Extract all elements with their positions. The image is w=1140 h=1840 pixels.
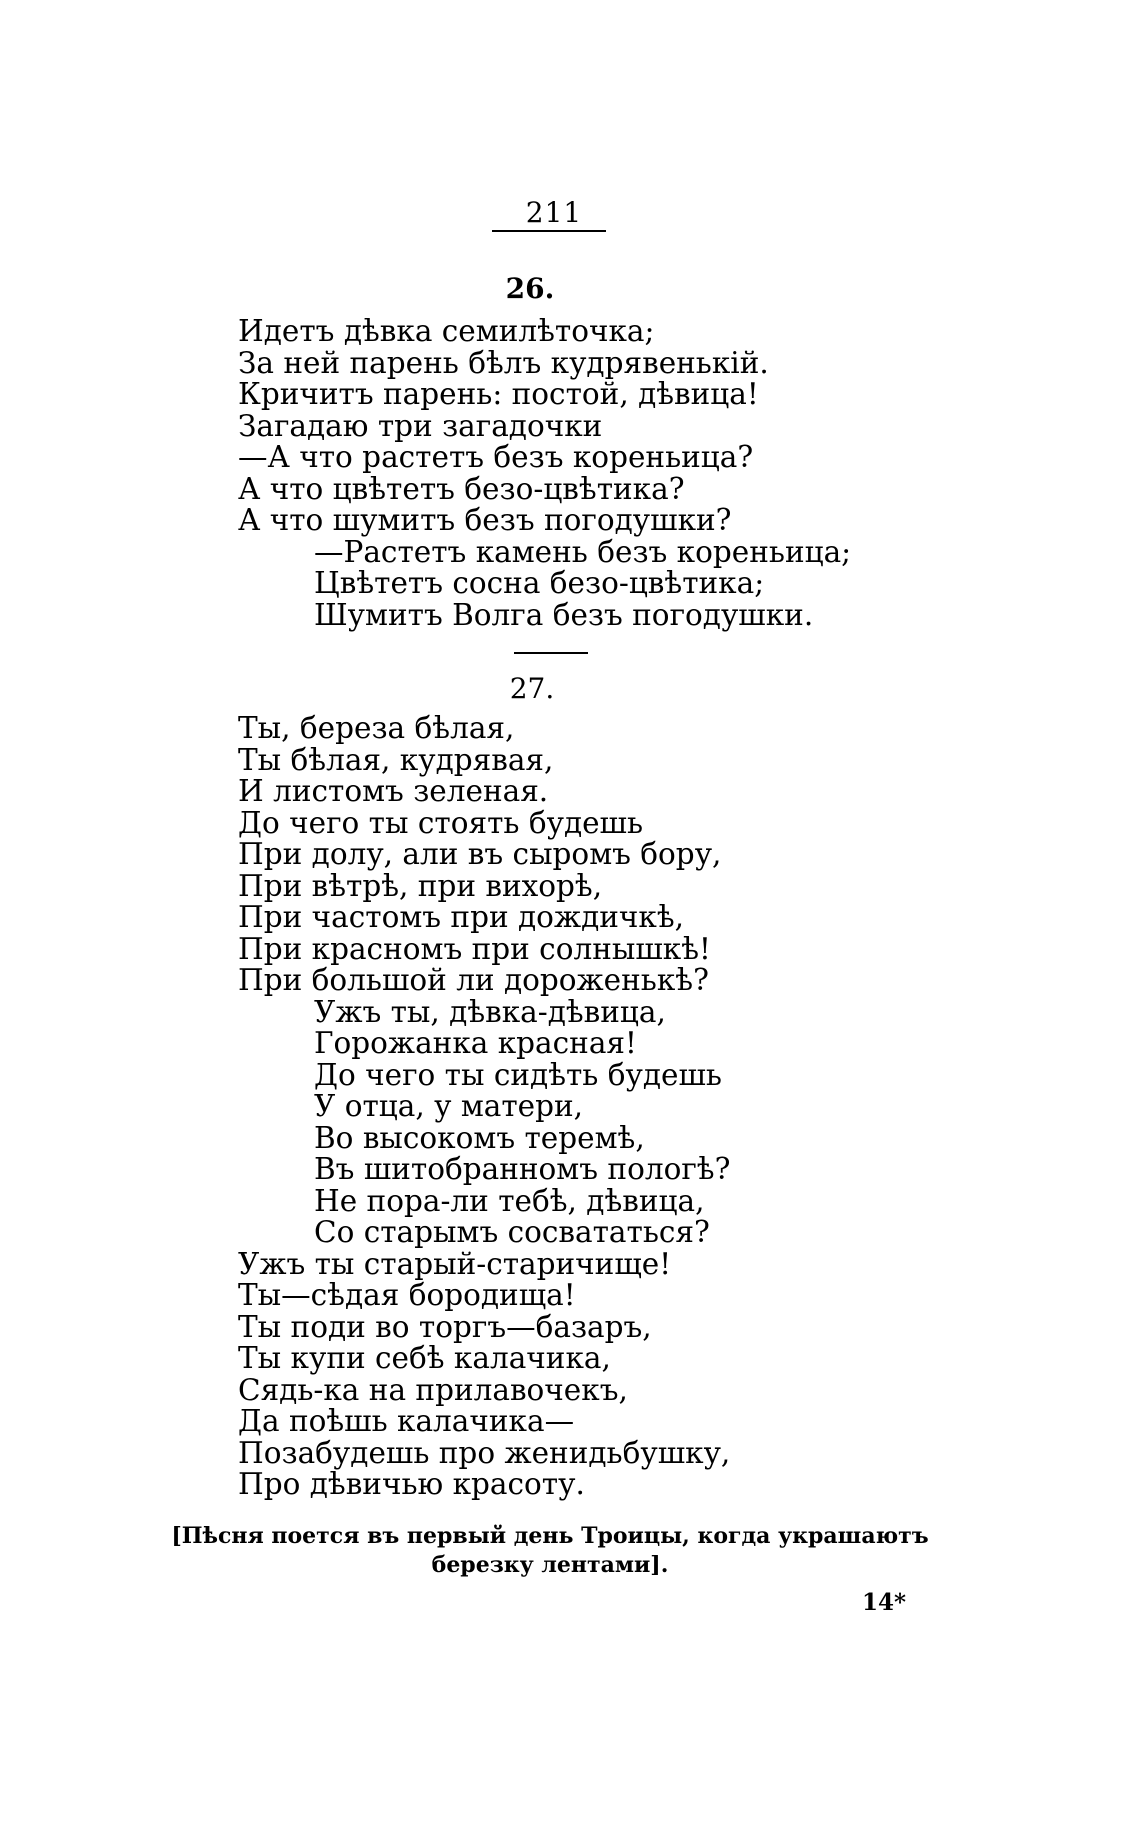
verse-line: За ней парень бѣлъ кудрявенькій. — [238, 345, 769, 380]
verse-line: А что цвѣтетъ безо-цвѣтика? — [238, 471, 685, 506]
verse-line: Ужъ ты, дѣвка-дѣвица, — [314, 994, 666, 1029]
verse-line: А что шумитъ безъ погодушки? — [238, 503, 732, 537]
verse-line: До чего ты стоять будешь — [238, 805, 644, 840]
verse-line: И листомъ зеленая. — [238, 774, 549, 808]
verse-line: Да поѣшь калачика— — [238, 1404, 575, 1438]
verse-line: Про дѣвичью красоту. — [238, 1467, 585, 1501]
verse-line: Ты бѣлая, кудрявая, — [238, 742, 554, 777]
verse-line: При вѣтрѣ, при вихорѣ, — [238, 868, 603, 903]
verse-line: Во высокомъ теремѣ, — [314, 1120, 645, 1155]
poem-27-verse — [238, 713, 730, 1501]
verse-line: Не пора-ли тебѣ, дѣвица, — [314, 1183, 705, 1218]
verse-line: Позабудешь про женидьбушку, — [238, 1435, 731, 1470]
verse-line: Шумитъ Волга безъ погодушки. — [314, 597, 814, 632]
verse-line: До чего ты сидѣть будешь — [314, 1057, 722, 1092]
poem-number: 26. — [505, 272, 555, 305]
verse-line: Ужъ ты старый-старичище! — [238, 1246, 672, 1281]
verse-line: Загадаю три загадочки — [238, 408, 603, 443]
page-number: 211 — [525, 196, 583, 229]
poem-number: 27. — [509, 672, 555, 705]
verse-line: Кричитъ парень: постой, дѣвица! — [238, 377, 759, 411]
poem-26-verse — [238, 316, 851, 631]
verse-line: —А что растетъ безъ кореньица? — [238, 440, 754, 474]
verse-line: При большой ли дороженькѣ? — [238, 963, 709, 997]
verse-line: Ты—сѣдая бородища! — [238, 1278, 576, 1312]
verse-line: Со старымъ сосвататься? — [314, 1215, 710, 1249]
performance-note: [Пѣсня поется въ первый день Троицы, когда украшаютъ березку лентами]. — [171, 1523, 929, 1578]
verse-line: Ты, береза бѣлая, — [238, 711, 515, 745]
section-divider — [514, 652, 588, 654]
verse-line: При красномъ при солнышкѣ! — [238, 931, 711, 966]
verse-line: Сядь-ка на прилавочекъ, — [238, 1372, 628, 1407]
verse-line: Ты купи себѣ калачика, — [238, 1341, 611, 1375]
verse-line: Цвѣтетъ сосна безо-цвѣтика; — [314, 566, 765, 600]
verse-line: Горожанка красная! — [314, 1026, 637, 1060]
verse-line: У отца, у матери, — [314, 1089, 584, 1123]
verse-line: —Растетъ камень безъ кореньица; — [314, 534, 852, 569]
verse-line: Въ шитобранномъ пологѣ? — [314, 1152, 731, 1186]
verse-line: Ты поди во торгъ—базаръ, — [238, 1309, 652, 1344]
header-rule — [492, 230, 606, 232]
verse-line: Идетъ дѣвка семилѣточка; — [238, 314, 655, 348]
verse-line: При частомъ при дождичкѣ, — [238, 900, 685, 934]
verse-line: При долу, али въ сыромъ бору, — [238, 837, 722, 871]
signature-mark: 14* — [862, 1589, 907, 1616]
